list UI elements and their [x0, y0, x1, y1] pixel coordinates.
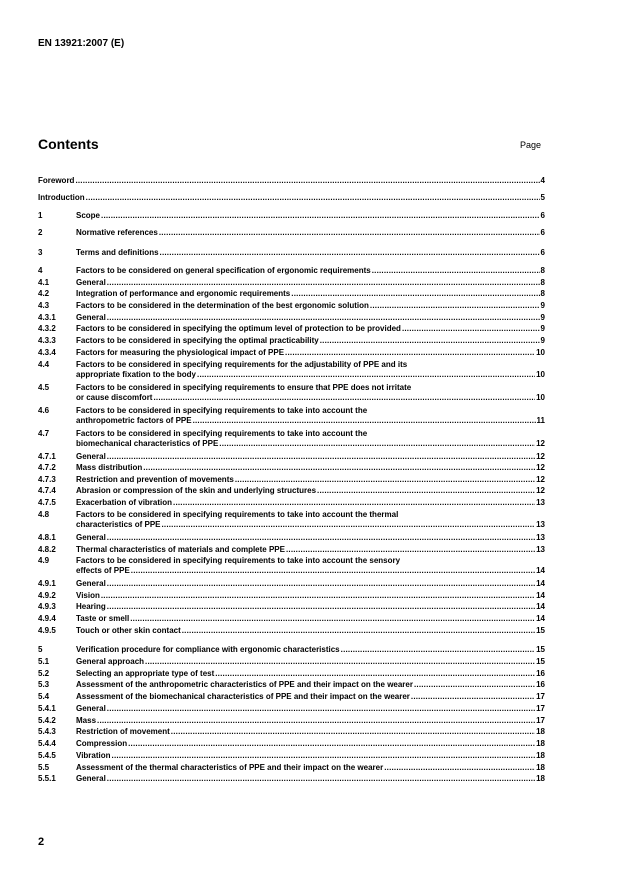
dot-leader: [143, 463, 535, 473]
toc-entry-title: Terms and definitions: [76, 248, 159, 257]
toc-entry-title-line: Factors to be considered in specifying requirements to ensure that PPE does not irritate: [76, 383, 412, 392]
dot-leader: [107, 579, 535, 589]
toc-entry-number: 4.9.2: [38, 591, 56, 600]
toc-entry-title: Scope: [76, 211, 101, 220]
toc-entry-page: 12: [536, 463, 545, 472]
toc-entry-title: Integration of performance and ergonomic requirements: [76, 289, 291, 298]
toc-entry-number: 4.3.1: [38, 313, 56, 322]
contents-title: Contents: [38, 136, 99, 152]
dot-leader: [153, 393, 535, 403]
toc-entry-page: 9: [540, 324, 545, 333]
toc-entry-page: 15: [536, 626, 545, 635]
dot-leader: [107, 533, 535, 543]
toc-entry-page: 6: [540, 228, 545, 237]
toc-entry-page: 6: [540, 248, 545, 257]
dot-leader: [384, 763, 535, 773]
toc-entry-title: Factors to be considered in the determination of the best ergonomic solution: [76, 301, 369, 310]
toc-entry-title: Foreword: [38, 176, 75, 185]
toc-entry-number: 5.5.1: [38, 774, 56, 783]
toc-entry-title: Abrasion or compression of the skin and underlying structures: [76, 486, 317, 495]
toc-entry-page: 9: [540, 313, 545, 322]
toc-entry-page: 10: [536, 392, 545, 402]
toc-entry-title: Verification procedure for compliance with ergonomic characteristics: [76, 645, 340, 654]
toc-entry-number: 4.8: [38, 510, 50, 519]
toc-entry-page: 18: [536, 739, 545, 748]
toc-entry-number: 5.4.5: [38, 751, 56, 760]
dot-leader: [193, 416, 536, 426]
toc-entry-number: 4.4: [38, 360, 50, 369]
toc-entry-page: 11: [536, 415, 545, 425]
dot-leader: [107, 452, 535, 462]
toc-entry-title-line: Factors to be considered in specifying requirements for the adjustability of PPE and its: [76, 360, 408, 369]
dot-leader: [159, 228, 540, 238]
toc-entry-number: 4.7: [38, 429, 50, 438]
dot-leader: [160, 248, 540, 258]
toc-entry-number: 4.7.3: [38, 475, 56, 484]
toc-entry-number: 4.9.3: [38, 602, 56, 611]
toc-entry-number: 4.7.4: [38, 486, 56, 495]
toc-entry-page: 17: [536, 716, 545, 725]
toc-entry-title: effects of PPE: [76, 565, 130, 575]
page-column-label: Page: [520, 140, 542, 150]
toc-entry-page: 13: [536, 533, 545, 542]
toc-entry-title: Hearing: [76, 602, 106, 611]
toc-entry[interactable]: [38, 510, 545, 529]
toc-entry-number: 4.6: [38, 406, 50, 415]
toc-entry-title: appropriate fixation to the body: [76, 369, 197, 379]
toc-entry-title: General: [76, 774, 106, 783]
toc-entry[interactable]: [38, 360, 545, 379]
dot-leader: [97, 716, 535, 726]
toc-entry-page: 8: [540, 278, 545, 287]
toc-entry-number: 4.3.2: [38, 324, 56, 333]
toc-entry-title: Thermal characteristics of materials and complete PPE: [76, 545, 285, 554]
toc-entry-title: Assessment of the anthropometric characteristics of PPE and their impact on the wearer: [76, 680, 413, 689]
toc-entry-number: 3: [38, 248, 43, 257]
toc-entry-number: 4.7.2: [38, 463, 56, 472]
toc-entry-number: 5.3: [38, 680, 50, 689]
toc-entry-page: 14: [536, 602, 545, 611]
toc-entry-number: 5.4.2: [38, 716, 56, 725]
toc-entry-page: 15: [536, 657, 545, 666]
toc-entry-page: 15: [536, 645, 545, 654]
toc-entry-title: Exacerbation of vibration: [76, 498, 173, 507]
toc-entry-title: Factors for measuring the physiological impact of PPE: [76, 348, 285, 357]
toc-entry-page: 4: [540, 176, 545, 185]
toc-entry-title: General approach: [76, 657, 145, 666]
dot-leader: [286, 545, 535, 555]
dot-leader: [317, 486, 535, 496]
toc-entry-number: 4.7.1: [38, 452, 56, 461]
dot-leader: [235, 475, 535, 485]
toc-entry-title-line: Factors to be considered in specifying requirements to take into account the sensory: [76, 556, 401, 565]
toc-entry-number: 4.9.5: [38, 626, 56, 635]
dot-leader: [219, 439, 535, 449]
toc-entry-title: anthropometric factors of PPE: [76, 415, 192, 425]
toc-entry-page: 9: [540, 301, 545, 310]
dot-leader: [107, 704, 535, 714]
dot-leader: [372, 266, 540, 276]
toc-entry-number: 5: [38, 645, 43, 654]
dot-leader: [107, 774, 535, 784]
toc-entry-number: 5.4.3: [38, 727, 56, 736]
toc-entry-title: Vibration: [76, 751, 111, 760]
dot-leader: [370, 301, 540, 311]
toc-entry-page: 13: [536, 545, 545, 554]
toc-entry-title: General: [76, 533, 106, 542]
toc-entry-page: 12: [536, 452, 545, 461]
toc-entry-number: 5.4.4: [38, 739, 56, 748]
dot-leader: [161, 520, 535, 530]
dot-leader: [101, 591, 535, 601]
toc-entry-page: 6: [540, 211, 545, 220]
dot-leader: [197, 370, 535, 380]
toc-entry-number: 1: [38, 211, 43, 220]
toc-entry-number: 4.3: [38, 301, 50, 310]
toc-entry-title: Mass: [76, 716, 97, 725]
toc-entry-number: 4.3.4: [38, 348, 56, 357]
toc-entry-page: 18: [536, 751, 545, 760]
toc-entry-title: characteristics of PPE: [76, 519, 161, 529]
toc-entry-title: Normative references: [76, 228, 158, 237]
toc-entry-title: Assessment of the biomechanical characteristics of PPE and their impact on the wearer: [76, 692, 410, 701]
toc-entry[interactable]: [38, 429, 545, 448]
toc-entry-page: 13: [536, 498, 545, 507]
toc-entry-title: Introduction: [38, 193, 85, 202]
toc-entry-number: 5.4: [38, 692, 50, 701]
toc-entry-number: 4.9.1: [38, 579, 56, 588]
dot-leader: [173, 498, 535, 508]
toc-entry-title: Assessment of the thermal characteristics of PPE and their impact on the wearer: [76, 763, 384, 772]
toc-entry-page: 10: [536, 369, 545, 379]
dot-leader: [402, 324, 540, 334]
toc-entry-number: 4.1: [38, 278, 50, 287]
toc-entry-title: General: [76, 579, 106, 588]
dot-leader: [291, 289, 539, 299]
toc-entry-page: 18: [536, 763, 545, 772]
dot-leader: [112, 751, 536, 761]
toc-entry-title-line: Factors to be considered in specifying requirements to take into account the: [76, 429, 368, 438]
dot-leader: [145, 657, 535, 667]
toc-entry[interactable]: [38, 556, 545, 575]
toc-entry-title: Factors to be considered in specifying the optimum level of protection to be provided: [76, 324, 401, 333]
toc-entry-page: 16: [536, 669, 545, 678]
dot-leader: [130, 614, 535, 624]
toc-entry-page: 12: [536, 475, 545, 484]
toc-entry-title: General: [76, 278, 106, 287]
toc-entry-title: Selecting an appropriate type of test: [76, 669, 215, 678]
toc-entry-page: 18: [536, 727, 545, 736]
toc-entry-number: 4.3.3: [38, 336, 56, 345]
toc-entry-title: Factors to be considered in specifying the optimal practicability: [76, 336, 319, 345]
toc-entry-page: 13: [536, 519, 545, 529]
toc-entry-title: Mass distribution: [76, 463, 143, 472]
toc-entry-number: 4.5: [38, 383, 50, 392]
toc-entry-page: 14: [536, 565, 545, 575]
page-number: 2: [38, 836, 45, 848]
toc-entry-page: 14: [536, 614, 545, 623]
toc-entry-page: 12: [536, 438, 545, 448]
dot-leader: [107, 313, 540, 323]
toc-entry-number: 4.8.1: [38, 533, 56, 542]
toc-entry-page: 14: [536, 591, 545, 600]
toc-entry-title: General: [76, 452, 106, 461]
toc-entry-title: or cause discomfort: [76, 392, 153, 402]
toc-entry-title: Vision: [76, 591, 100, 600]
toc-entry-title: Touch or other skin contact: [76, 626, 181, 635]
toc-entry-title: Compression: [76, 739, 128, 748]
toc-entry-title: Restriction and prevention of movements: [76, 475, 234, 484]
dot-leader: [182, 626, 535, 636]
toc-entry-page: 17: [536, 704, 545, 713]
toc-entry-page: 14: [536, 579, 545, 588]
dot-leader: [215, 669, 535, 679]
toc-entry-number: 5.4.1: [38, 704, 56, 713]
dot-leader: [411, 692, 535, 702]
dot-leader: [86, 193, 540, 203]
toc-entry[interactable]: [38, 383, 545, 402]
toc-entry-page: 5: [540, 193, 545, 202]
dot-leader: [101, 211, 540, 221]
toc-entry[interactable]: [38, 406, 545, 425]
toc-entry-title-line: Factors to be considered in specifying requirements to take into account the: [76, 406, 368, 415]
toc-entry-title: biomechanical characteristics of PPE: [76, 438, 219, 448]
toc-entry-title: Factors to be considered on general specification of ergonomic requirements: [76, 266, 371, 275]
toc-entry-number: 4.7.5: [38, 498, 56, 507]
toc-entry-number: 4.2: [38, 289, 50, 298]
dot-leader: [131, 566, 535, 576]
toc-entry-number: 4.9: [38, 556, 50, 565]
toc-entry-title: Taste or smell: [76, 614, 130, 623]
dot-leader: [341, 645, 535, 655]
dot-leader: [285, 348, 535, 358]
toc-entry-page: 18: [536, 774, 545, 783]
dot-leader: [320, 336, 540, 346]
toc-entry-number: 4: [38, 266, 43, 275]
toc-entry-title: Restriction of movement: [76, 727, 170, 736]
document-header: EN 13921:2007 (E): [38, 38, 125, 49]
toc-entry-number: 5.5: [38, 763, 50, 772]
toc-entry-number: 5.1: [38, 657, 50, 666]
toc-entry-title: General: [76, 313, 106, 322]
toc-entry-page: 12: [536, 486, 545, 495]
dot-leader: [414, 680, 535, 690]
toc-entry-number: 5.2: [38, 669, 50, 678]
toc-entry-number: 2: [38, 228, 43, 237]
dot-leader: [75, 176, 539, 186]
toc-entry-title: General: [76, 704, 106, 713]
toc-entry-page: 17: [536, 692, 545, 701]
toc-entry-page: 16: [536, 680, 545, 689]
toc-entry-title-line: Factors to be considered in specifying requirements to take into account the thermal: [76, 510, 399, 519]
dot-leader: [107, 278, 540, 288]
toc-entry-number: 4.9.4: [38, 614, 56, 623]
toc-entry-page: 10: [536, 348, 545, 357]
toc-entry-page: 8: [540, 289, 545, 298]
dot-leader: [107, 602, 535, 612]
toc-entry-page: 8: [540, 266, 545, 275]
toc-entry-page: 9: [540, 336, 545, 345]
toc-entry-number: 4.8.2: [38, 545, 56, 554]
dot-leader: [171, 727, 535, 737]
dot-leader: [128, 739, 535, 749]
